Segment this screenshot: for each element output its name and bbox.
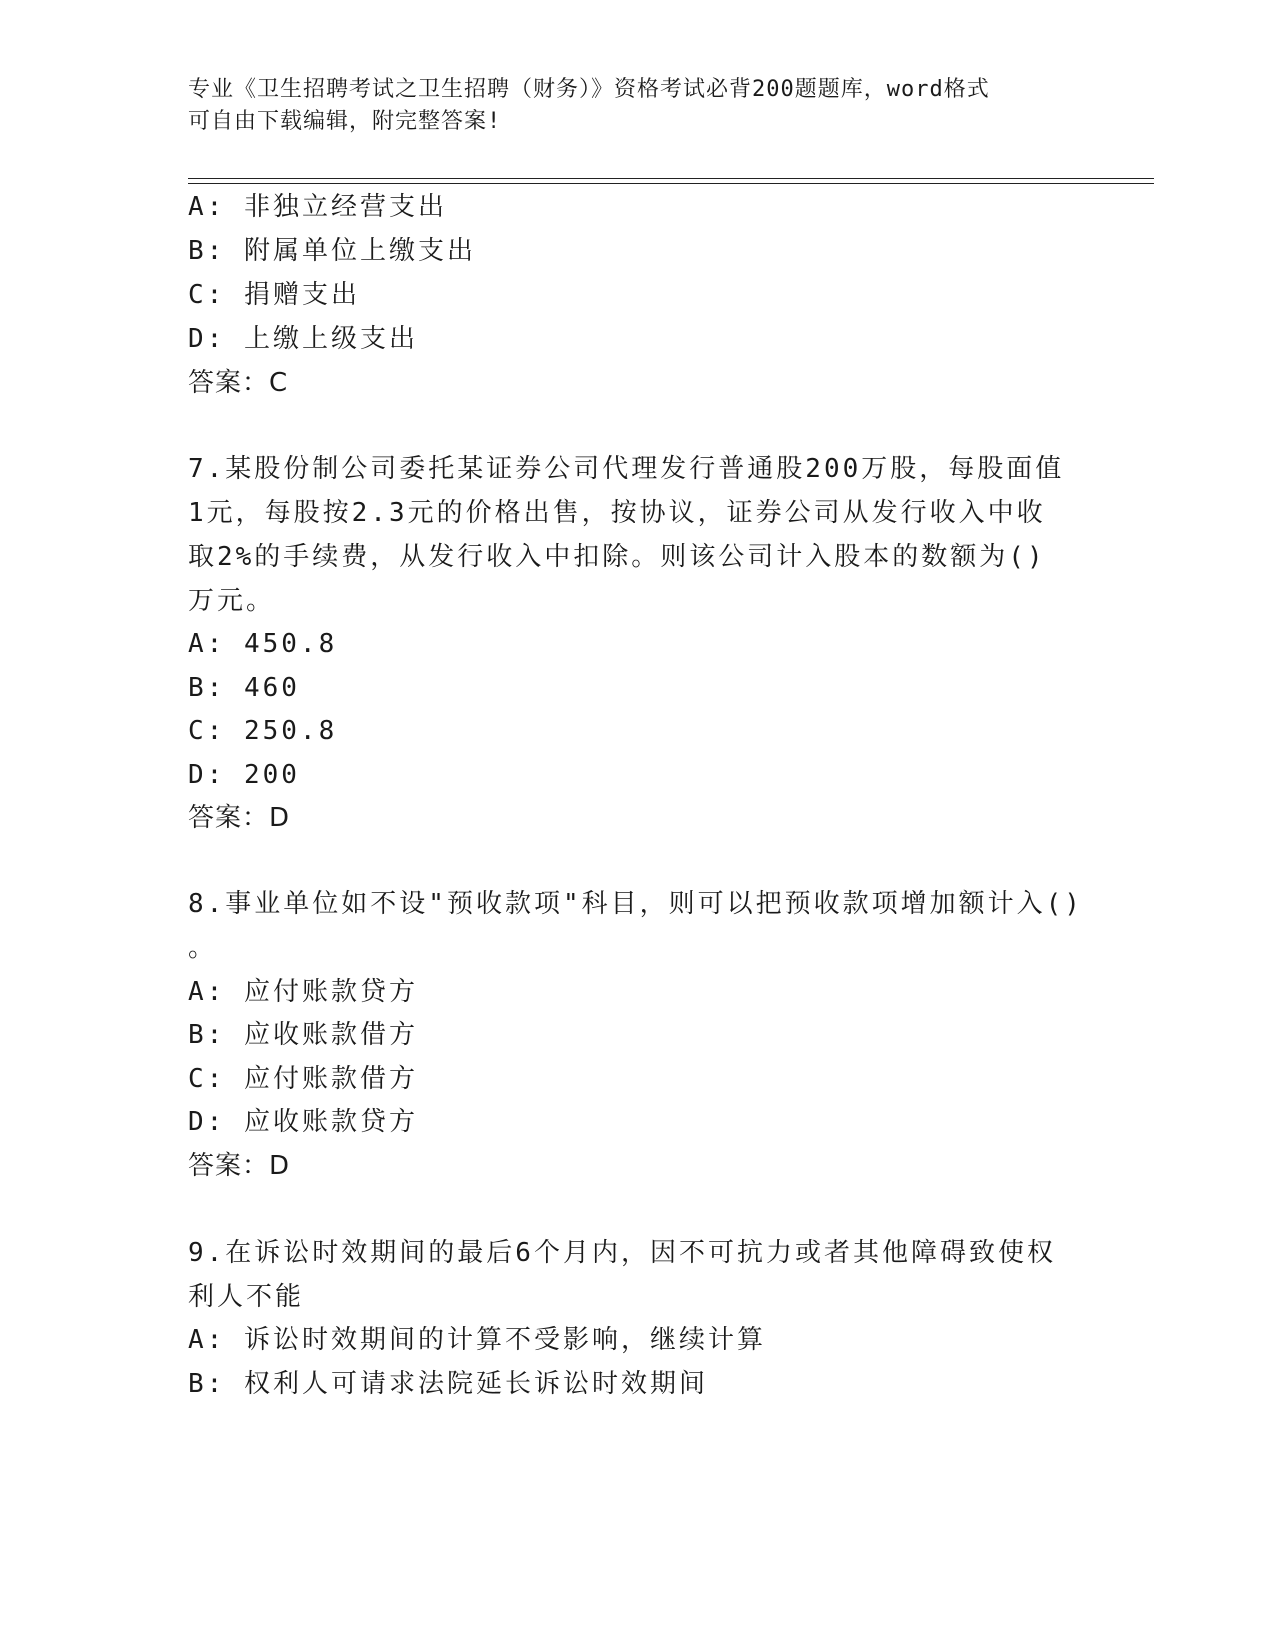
q7-stem-line-1: 7.某股份制公司委托某证券公司代理发行普通股200万股，每股面值 [188,454,1065,484]
q7-stem-line-3: 取2%的手续费，从发行收入中扣除。则该公司计入股本的数额为() [188,542,1046,572]
q8-option-b: B: 应收账款借方 [188,1020,418,1050]
q6-answer: 答案：C [188,368,289,398]
q7-option-a: A: 450.8 [188,629,338,659]
q8-option-d: D: 应收账款贷方 [188,1107,418,1137]
q8-answer: 答案：D [188,1151,291,1181]
header-rule-bottom [188,183,1154,184]
header-rule-top [188,178,1154,179]
q6-option-a: A: 非独立经营支出 [188,192,447,222]
q8-stem-line-1: 8.事业单位如不设"预收款项"科目，则可以把预收款项增加额计入() [188,889,1083,919]
q9-option-a: A: 诉讼时效期间的计算不受影响，继续计算 [188,1325,766,1355]
q8-option-c: C: 应付账款借方 [188,1064,418,1094]
document-header [188,74,1068,138]
q9-stem-line-1: 9.在诉讼时效期间的最后6个月内，因不可抗力或者其他障碍致使权 [188,1238,1056,1268]
header-line-2: 可自由下载编辑，附完整答案! [188,109,502,134]
q6-option-b: B: 附属单位上缴支出 [188,236,476,266]
q7-option-b: B: 460 [188,673,300,703]
q7-stem-line-2: 1元，每股按2.3元的价格出售，按协议，证券公司从发行收入中收 [188,498,1046,528]
q8-option-a: A: 应付账款贷方 [188,977,418,1007]
q6-option-c: C: 捐赠支出 [188,280,360,310]
q9-option-b: B: 权利人可请求法院延长诉讼时效期间 [188,1369,708,1399]
q7-option-c: C: 250.8 [188,716,338,746]
q6-option-d: D: 上缴上级支出 [188,324,418,354]
q7-stem-line-4: 万元。 [188,586,276,616]
q7-answer: 答案：D [188,803,291,833]
q8-stem-line-2: 。 [188,933,218,963]
header-line-1: 专业《卫生招聘考试之卫生招聘（财务）》资格考试必背200题题库，word格式 [188,77,990,102]
q9-stem-line-2: 利人不能 [188,1282,305,1312]
q7-option-d: D: 200 [188,760,300,790]
